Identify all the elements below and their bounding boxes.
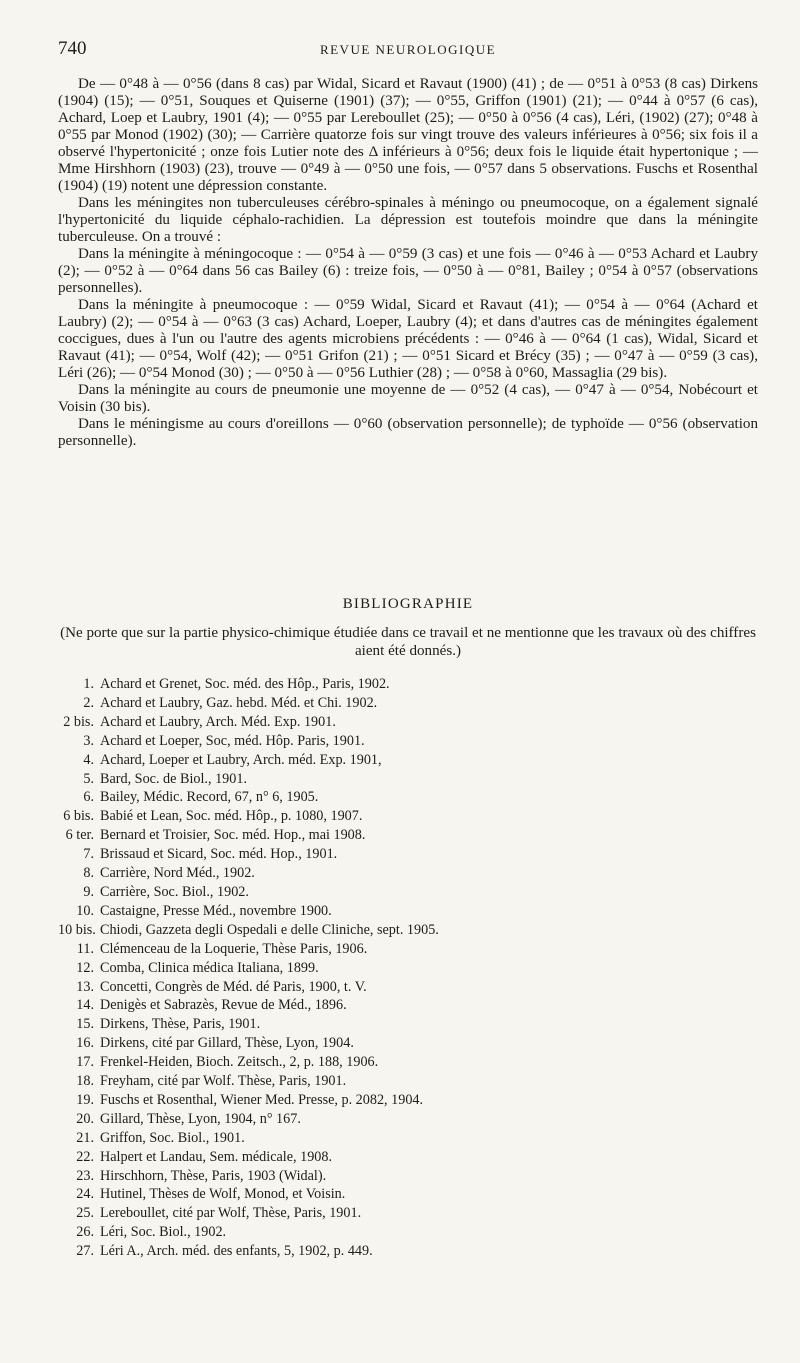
entry-text: Léri, Soc. Biol., 1902. <box>100 1224 227 1241</box>
entry-number: 3. <box>83 732 94 749</box>
bibliography-entry <box>58 1072 758 1091</box>
entry-number: 8. <box>83 865 94 882</box>
entry-number: 20. <box>76 1110 94 1127</box>
bibliography-entry <box>58 807 758 826</box>
paragraph: Dans la méningite au cours de pneumonie une moyenne de — 0°52 (4 cas), — 0°47 à — 0°54, Nobécourt et Voisin (30 bis). <box>58 382 758 415</box>
bibliography-entry <box>58 770 758 789</box>
entry-text: Griffon, Soc. Biol., 1901. <box>100 1129 245 1146</box>
entry-number: 13. <box>76 978 94 995</box>
entry-number: 2. <box>83 694 94 711</box>
entry-text: Castaigne, Presse Méd., novembre 1900. <box>100 902 332 919</box>
entry-number: 4. <box>83 751 94 768</box>
entry-text: Babié et Lean, Soc. méd. Hôp., p. 1080, 1907. <box>100 808 363 825</box>
bibliography-entry <box>58 713 758 732</box>
entry-number: 2 bis. <box>63 713 94 730</box>
entry-number: 27. <box>76 1243 94 1260</box>
bibliography-entry <box>58 1204 758 1223</box>
body-text <box>58 76 758 450</box>
entry-text: Bard, Soc. de Biol., 1901. <box>100 770 247 787</box>
entry-text: Halpert et Landau, Sem. médicale, 1908. <box>100 1148 333 1165</box>
entry-text: Achard et Laubry, Gaz. hebd. Méd. et Chi. 1902. <box>100 694 378 711</box>
entry-number: 23. <box>76 1167 94 1184</box>
bibliography-entry <box>58 1148 758 1167</box>
entry-number: 9. <box>83 883 94 900</box>
bibliography-entry <box>58 751 758 770</box>
paragraph: Dans la méningite à méningocoque : — 0°54 à — 0°59 (3 cas) et une fois — 0°46 à — 0°53 Achard et Laubry (2); — 0°52 à — 0°64 dans 56 cas Bailey (6) : treize fois, — 0°50 à — 0°81, Bailey ; 0°54 à 0°57 (observations personnelles). <box>58 246 758 296</box>
entry-number: 12. <box>76 959 94 976</box>
entry-number: 15. <box>76 1016 94 1033</box>
entry-text: Fuschs et Rosenthal, Wiener Med. Presse, p. 2082, 1904. <box>100 1091 424 1108</box>
bibliography-entry <box>58 732 758 751</box>
entry-text: Lereboullet, cité par Wolf, Thèse, Paris, 1901. <box>100 1205 362 1222</box>
entry-text: Achard, Loeper et Laubry, Arch. méd. Exp. 1901, <box>100 751 382 768</box>
entry-text: Carrière, Nord Méd., 1902. <box>100 865 255 882</box>
entry-number: 16. <box>76 1035 94 1052</box>
paragraph: De — 0°48 à — 0°56 (dans 8 cas) par Widal, Sicard et Ravaut (1900) (41) ; de — 0°51 à 0°53 (8 cas) Dirkens (1904) (15); — 0°51, Souques et Quiserne (1901) (37); — 0°55, Griffon (1901) (21); — 0°44 à 0°57 (6 cas), Achard, Loep et Laubry, 1901 (4); — 0°55 par Lereboullet (25); — 0°50 à 0°56 (4 cas), Léri, (1902) (27); 0°48 à 0°55 par Monod (1902) (30); — Carrière quatorze fois sur vingt trouve des valeurs inférieures à 0°56; six fois il a observé l'hypertonicité ; onze fois Lutier note des Δ inférieurs à 0°56; deux fois le liquide était hypertonique ; — Mme Hirshhorn (1903) (23), trouve — 0°49 à — 0°50 une fois, — 0°57 dans 5 observations. Fuschs et Rosenthal (1904) (19) notent une dépression constante. <box>58 76 758 194</box>
bibliography-entry <box>58 864 758 883</box>
bibliography-entry <box>58 1053 758 1072</box>
page-number: 740 <box>58 38 87 59</box>
entry-text: Bailey, Médic. Record, 67, n° 6, 1905. <box>100 789 319 806</box>
bibliography-entry <box>58 675 758 694</box>
bibliography-entry <box>58 1223 758 1242</box>
bibliography-entry <box>58 1129 758 1148</box>
entry-text: Frenkel-Heiden, Bioch. Zeitsch., 2, p. 188, 1906. <box>100 1054 379 1071</box>
entry-number: 10. <box>76 902 94 919</box>
paragraph: Dans les méningites non tuberculeuses cérébro-spinales à méningo ou pneumocoque, on a également signalé l'hypertonicité du liquide céphalo-rachidien. La dépression est toutefois moindre que dans la méningite tuberculeuse. On a trouvé : <box>58 195 758 245</box>
bibliography-entry <box>58 978 758 997</box>
entry-text: Clémenceau de la Loquerie, Thèse Paris, 1906. <box>100 940 368 957</box>
entry-text: Bernard et Troisier, Soc. méd. Hop., mai 1908. <box>100 827 366 844</box>
paragraph: Dans le méningisme au cours d'oreillons — 0°60 (observation personnelle); de typhoïde — 0°56 (observation personnelle). <box>58 416 758 449</box>
bibliography-entry <box>58 883 758 902</box>
bibliography-entry <box>58 921 758 940</box>
entry-text: Léri A., Arch. méd. des enfants, 5, 1902, p. 449. <box>100 1243 373 1260</box>
bibliography-entry <box>58 1034 758 1053</box>
entry-text: Hirschhorn, Thèse, Paris, 1903 (Widal). <box>100 1167 327 1184</box>
entry-text: Achard et Loeper, Soc, méd. Hôp. Paris, 1901. <box>100 732 365 749</box>
bibliography-entry <box>58 845 758 864</box>
bibliography-entry <box>58 1242 758 1261</box>
entry-text: Hutinel, Thèses de Wolf, Monod, et Voisin. <box>100 1186 346 1203</box>
entry-number: 24. <box>76 1186 94 1203</box>
bibliography-entry <box>58 1185 758 1204</box>
bibliography-entry <box>58 1167 758 1186</box>
entry-number: 7. <box>83 846 94 863</box>
entry-number: 11. <box>76 940 94 957</box>
entry-number: 18. <box>76 1073 94 1090</box>
entry-number: 14. <box>76 997 94 1014</box>
entry-number: 21. <box>76 1129 94 1146</box>
entry-text: Achard et Laubry, Arch. Méd. Exp. 1901. <box>100 713 336 730</box>
entry-number: 5. <box>83 770 94 787</box>
entry-text: Dirkens, Thèse, Paris, 1901. <box>100 1016 261 1033</box>
bibliography-note: (Ne porte que sur la partie physico-chimique étudiée dans ce travail et ne mentionne que les travaux où des chiffres aient été donnés.) <box>60 625 756 659</box>
bibliography-entry <box>58 788 758 807</box>
entry-number: 10 bis. <box>58 921 96 938</box>
entry-text: Brissaud et Sicard, Soc. méd. Hop., 1901. <box>100 846 338 863</box>
entry-text: Dirkens, cité par Gillard, Thèse, Lyon, 1904. <box>100 1035 354 1052</box>
entry-text: Achard et Grenet, Soc. méd. des Hôp., Paris, 1902. <box>100 676 390 692</box>
bibliography-entry <box>58 959 758 978</box>
bibliography-entry <box>58 940 758 959</box>
bibliography-entry <box>58 902 758 921</box>
entry-text: Denigès et Sabrazès, Revue de Méd., 1896. <box>100 997 347 1014</box>
bibliography-entry <box>58 1091 758 1110</box>
entry-text: Freyham, cité par Wolf. Thèse, Paris, 1901. <box>100 1073 347 1090</box>
entry-text: Chiodi, Gazzeta degli Ospedali e delle Cliniche, sept. 1905. <box>100 921 439 938</box>
entry-text: Comba, Clinica médica Italiana, 1899. <box>100 959 319 976</box>
bibliography-entry <box>58 694 758 713</box>
page-header <box>58 38 758 62</box>
entry-text: Concetti, Congrès de Méd. dé Paris, 1900, t. V. <box>100 978 367 995</box>
entry-number: 26. <box>76 1224 94 1241</box>
bibliography-entry <box>58 996 758 1015</box>
bibliography-title: BIBLIOGRAPHIE <box>342 596 474 612</box>
entry-text: Carrière, Soc. Biol., 1902. <box>100 883 249 900</box>
journal-title: REVUE NEUROLOGIQUE <box>319 42 497 57</box>
entry-number: 6. <box>83 789 94 806</box>
entry-number: 1. <box>83 676 94 692</box>
bibliography-entry <box>58 1015 758 1034</box>
entry-number: 6 bis. <box>63 808 94 825</box>
entry-text: Gillard, Thèse, Lyon, 1904, n° 167. <box>100 1110 301 1127</box>
bibliography-entry <box>58 1110 758 1129</box>
entry-number: 22. <box>76 1148 94 1165</box>
bibliography-list <box>58 675 758 1261</box>
entry-number: 17. <box>76 1054 94 1071</box>
entry-number: 6 ter. <box>65 827 94 844</box>
bibliography-entry <box>58 826 758 845</box>
paragraph: Dans la méningite à pneumocoque : — 0°59 Widal, Sicard et Ravaut (41); — 0°54 à — 0°64 (Achard et Laubry) (2); — 0°54 à — 0°63 (3 cas) Achard, Loeper, Laubry (4); et dans d'autres cas de méningites également coccigues, dues à l'un ou l'autre des agents microbiens précédents : — 0°46 à — 0°64 (1 cas), Widal, Sicard et Ravaut (41); — 0°54, Wolf (42); — 0°51 Grifon (21) ; — 0°51 Sicard et Brécy (35) ; — 0°47 à — 0°59 (3 cas), Léri (26); — 0°54 Monod (30) ; — 0°50 à — 0°56 Luthier (28) ; — 0°58 à 0°60, Massaglia (29 bis). <box>58 297 758 381</box>
entry-number: 19. <box>76 1091 94 1108</box>
entry-number: 25. <box>76 1205 94 1222</box>
